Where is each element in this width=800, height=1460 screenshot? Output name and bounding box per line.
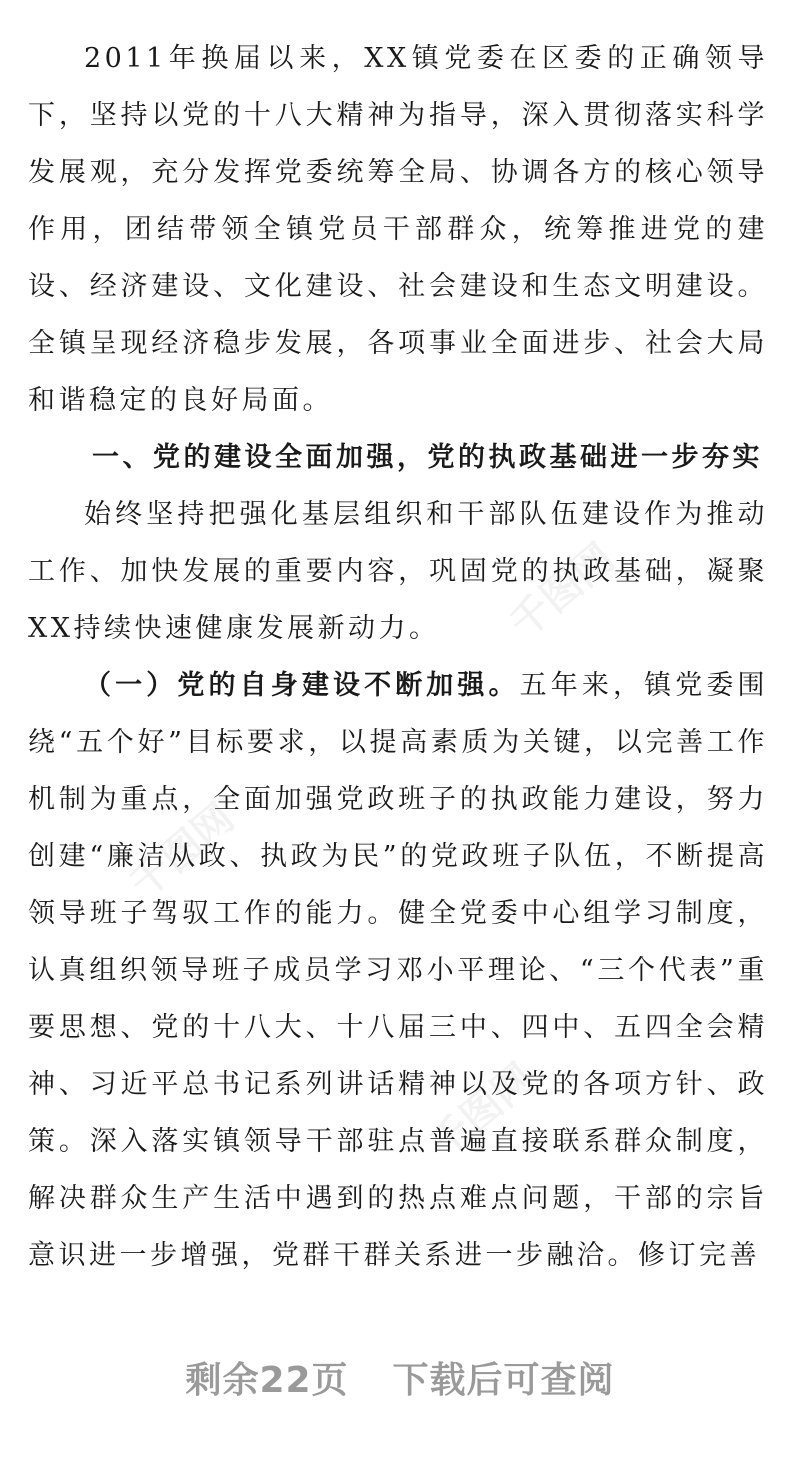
section-1-heading: 一、党的建设全面加强，党的执政基础进一步夯实 [92, 442, 763, 473]
subsection-1-body: 五年来，镇党委围绕“五个好”目标要求，以提高素质为关键，以完善工作机制为重点，全面加强党政班子的执政能力建设，努力创建“廉洁从政、执政为民”的党政班子队伍，不断提高领导班子驾驭工作的能力。健全党委中心组学习制度，认真组织领导班子成员学习邓小平理论、“三个代表”重要思想、党的十八大、十八届三中、四中、五四全会精神、习近平总书记系列讲话精神以及党的各项方针、政策。深入落实镇领导干部驻点普遍直接联系群众制度，解决群众生产生活中遇到的热点难点问题，干部的宗旨意识进一步增强，党群干群关系进一步融洽。修订完善 [28, 670, 769, 1271]
remaining-pages-text: 剩余22页 [185, 1360, 349, 1401]
subsection-1-paragraph [28, 657, 768, 1284]
subsection-1-lead: （一）党的自身建设不断加强。 [84, 670, 520, 701]
watermark-1: 千图网 [121, 794, 243, 908]
download-to-view-text[interactable]: 下载后可查阅 [392, 1360, 615, 1401]
section-1-paragraph: 始终坚持把强化基层组织和干部队伍建设作为推动工作、加快发展的重要内容，巩固党的执政基础，凝聚XX持续快速健康发展新动力。 [28, 499, 768, 644]
watermark-2: 千图网 [501, 534, 623, 648]
document-body [28, 30, 768, 1284]
intro-paragraph: 2011年换届以来，XX镇党委在区委的正确领导下，坚持以党的十八大精神为指导，深入贯彻落实科学发展观，充分发挥党委统筹全局、协调各方的核心领导作用，团结带领全镇党员干部群众，统筹推进党的建设、经济建设、文化建设、社会建设和生态文明建设。全镇呈现经济稳步发展，各项事业全面进步、社会大局和谐稳定的良好局面。 [28, 43, 768, 416]
download-prompt-banner[interactable] [0, 1352, 800, 1403]
watermark-3: 千图网 [421, 1054, 543, 1168]
